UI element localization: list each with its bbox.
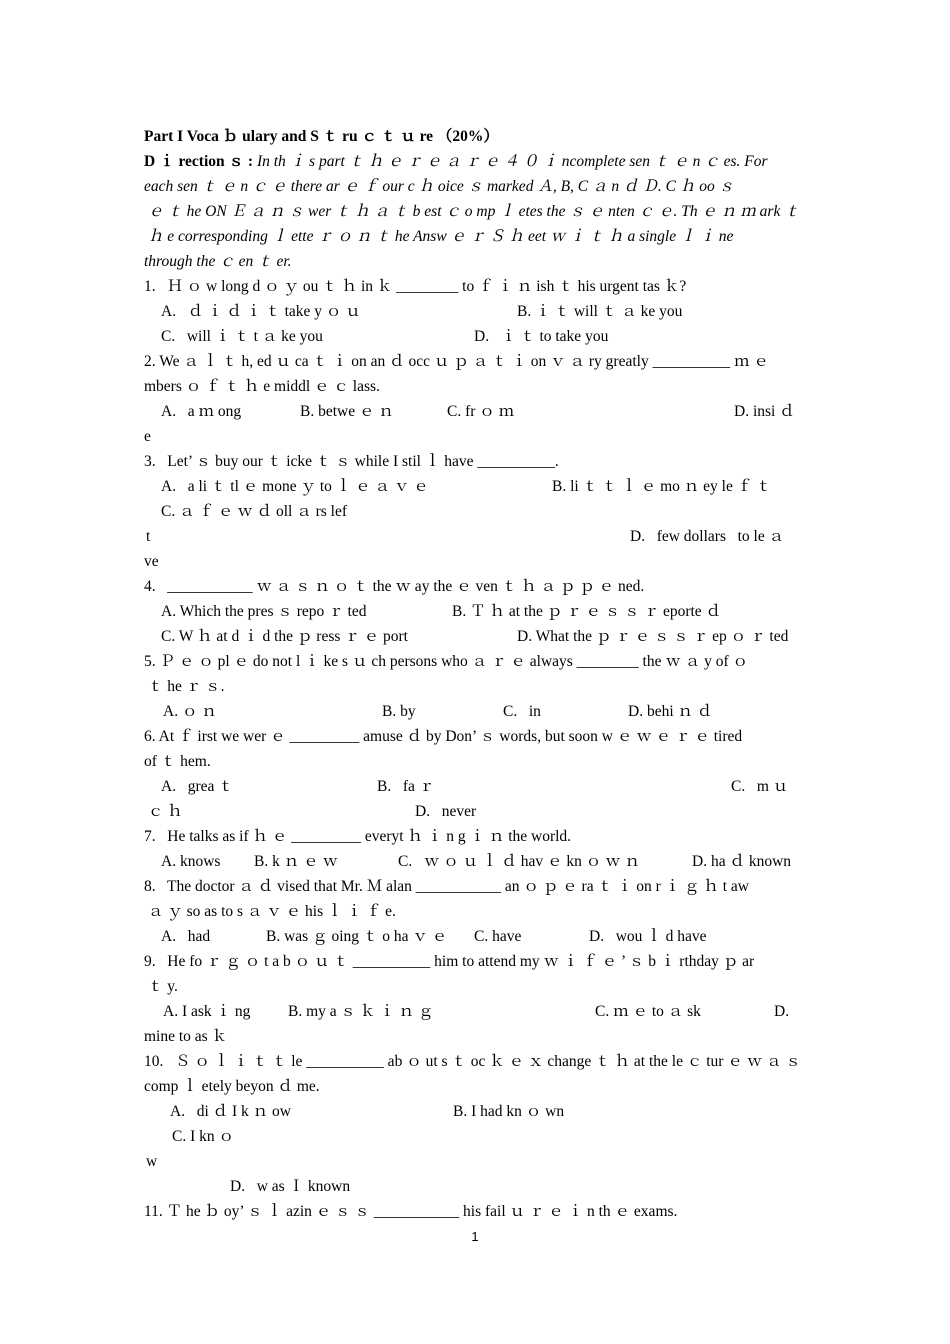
question-2-cont: mbers ｏ ｆ ｔ ｈ e middl ｅ ｃ lass. [144, 378, 380, 395]
directions-line-3: ｅ ｔ he ON Ｅ ａ ｎ ｓ wer ｔ ｈ ａ ｔ b est ｃ o mp ｌ etes the ｓ ｅ nten ｃ ｅ. Th ｅ ｎ ｍ ark ｔ [144, 203, 800, 220]
q7-option-a: A. knows [161, 853, 221, 870]
question-5: 5. Ｐ ｅ ｏ pl ｅ do not l ｉ ke s ｕ ch persons who ａ ｒ ｅ always ________ the ｗ ａ y of ｏ [144, 653, 749, 670]
q3-option-c-cont: t [146, 528, 151, 545]
question-3: 3. Let’ ｓ buy our ｔ icke ｔ ｓ while I stil ｌ have __________. [144, 453, 559, 470]
q3-option-a: A. a li ｔ tl ｅ mone ｙ to ｌ ｅ ａ ｖ ｅ [161, 478, 429, 495]
q2-option-c: C. fr ｏ ｍ [447, 403, 515, 420]
q10-option-b: B. I had kn ｏ wn [453, 1103, 565, 1120]
q2-option-d: D. insi ｄ [734, 403, 795, 420]
q3-option-b: B. li ｔ ｔ ｌ ｅ mo ｎ ey le ｆ ｔ [552, 478, 772, 495]
directions-line-2: each sen ｔ ｅ n ｃ ｅ there ar ｅ ｆ our c ｈ oice ｓ marked Ａ, B, C ａ n ｄ Ｄ. C ｈ oo ｓ [144, 178, 735, 195]
question-9-cont: ｔ y. [144, 978, 178, 995]
q10-option-d: D. w as Ｉ known [230, 1178, 351, 1195]
question-8: 8. The doctor ａ ｄ vised that Mr. Ｍ alan ___________ an ｏ ｐ ｅ ra ｔ ｉ on r ｉ ｇ ｈ t aw [144, 878, 749, 895]
directions-label: D ｉ rection ｓ : [144, 153, 254, 170]
q3-option-c: C. ａ ｆ ｅ ｗ ｄ oll ａ rs lef [161, 503, 347, 520]
directions-line-1 [144, 152, 768, 172]
q10-option-c: C. I kn ｏ [172, 1128, 235, 1145]
page-number: 1 [471, 1229, 479, 1244]
q3-option-d: D. few dollars to le ａ [630, 528, 785, 545]
q6-option-c-cont: ｃ ｈ [144, 803, 183, 820]
question-10: 10. Ｓ ｏ ｌ ｉ ｔ ｔ le __________ ab ｏ ut s ｔ oc ｋ ｅ ｘ change ｔ ｈ at the le ｃ tur ｅ ｗ ａ ｓ [144, 1053, 801, 1070]
q5-option-c: C. in [503, 703, 541, 720]
q9-option-d-cont: mine to as ｋ [144, 1028, 228, 1045]
q2-option-a: A. a ｍ ong [161, 403, 242, 420]
question-1: 1. Ｈ ｏ w long d ｏ ｙ ou ｔ ｈ in ｋ ________ to ｆ ｉ ｎ ish ｔ his urgent tas ｋ? [144, 278, 687, 295]
q4-option-d: D. What the ｐ ｒ ｅ ｓ ｓ ｒ ep ｏ ｒ ted [517, 628, 789, 645]
q7-option-d: D. ha ｄ known [692, 853, 792, 870]
q5-option-b: B. by [382, 703, 416, 720]
question-11: 11. Ｔ he ｂ oy’ ｓ ｌ azin ｅ ｓ ｓ ___________ his fail ｕ ｒ ｅ ｉ n th ｅ exams. [144, 1203, 678, 1220]
question-10-cont: comp ｌ etely beyon ｄ me. [144, 1078, 320, 1095]
q7-option-c: C. ｗ ｏ ｕ ｌ ｄ hav ｅ kn ｏ ｗ ｎ [398, 853, 640, 870]
q10-option-a: A. di ｄ I k ｎ ow [170, 1103, 291, 1120]
q6-option-c: C. m ｕ [731, 778, 789, 795]
q8-option-b: B. was ｇ oing ｔ o ha ｖ ｅ [266, 928, 448, 945]
q6-option-a: A. grea ｔ [161, 778, 234, 795]
question-8-cont: ａ ｙ so as to s ａ ｖ ｅ his ｌ ｉ ｆ e. [144, 903, 396, 920]
q5-option-a: A. ｏ ｎ [163, 703, 217, 720]
q4-option-a: A. Which the pres ｓ repo ｒ ted [161, 603, 367, 620]
q1-option-c: C. will ｉ ｔ t ａ ke you [161, 328, 323, 345]
q9-option-a: A. I ask ｉ ng [163, 1003, 251, 1020]
question-5-cont: ｔ he ｒ ｓ. [144, 678, 225, 695]
q8-option-d: D. wou ｌ d have [589, 928, 707, 945]
directions-line-4: ｈ e corresponding ｌ ette ｒ ｏ ｎ ｔ he Answ ｅ ｒ Ｓ ｈ eet ｗ ｉ ｔ ｈ a single ｌ ｉ ne [144, 228, 734, 245]
q9-option-c: C. ｍ ｅ to ａ sk [595, 1003, 701, 1020]
q1-option-a: A. ｄ ｉ ｄ ｉ ｔ take y ｏ ｕ [161, 303, 361, 320]
q2-option-b: B. betwe ｅ ｎ [300, 403, 394, 420]
question-6: 6. At ｆ irst we wer ｅ _________ amuse ｄ by Don’ ｓ words, but soon w ｅ ｗ ｅ ｒ ｅ tired [144, 728, 743, 745]
question-6-cont: of ｔ hem. [144, 753, 211, 770]
q6-option-d: D. never [415, 803, 477, 820]
q4-option-b: B. Ｔ ｈ at the ｐ ｒ ｅ ｓ ｓ ｒ eporte ｄ [452, 603, 722, 620]
q7-option-b: B. k ｎ ｅ ｗ [254, 853, 338, 870]
q8-option-c: C. have [474, 928, 522, 945]
q2-option-d-cont: e [144, 428, 151, 445]
q6-option-b: B. fa ｒ [377, 778, 435, 795]
directions-line-5: through the ｃ en ｔ er. [144, 253, 292, 270]
q9-option-d: D. [774, 1003, 790, 1020]
question-7: 7. He talks as if ｈ ｅ _________ everyt ｈ ｉ n g ｉ ｎ the world. [144, 828, 572, 845]
section-title: Part I Voca ｂ ulary and S ｔ ru ｃ ｔ ｕ re （20%） [144, 128, 499, 145]
question-4: 4. ___________ ｗ ａ ｓ ｎ ｏ ｔ the ｗ ay the ｅ ven ｔ ｈ ａ ｐ ｐ ｅ ned. [144, 578, 645, 595]
q10-option-c-cont: w [146, 1153, 158, 1170]
question-9: 9. He fo ｒ ｇ ｏ t a b ｏ ｕ ｔ __________ him to attend my ｗ ｉ ｆ ｅ ’ ｓ b ｉ rthday ｐ ar [144, 953, 755, 970]
q8-option-a: A. had [161, 928, 211, 945]
q4-option-c: C. W ｈ at d ｉ d the ｐ ress ｒ ｅ port [161, 628, 408, 645]
q5-option-d: D. behi ｎ ｄ [628, 703, 713, 720]
q1-option-d: D. ｉ ｔ to take you [474, 328, 609, 345]
q9-option-b: B. my a ｓ ｋ ｉ ｎ ｇ [288, 1003, 434, 1020]
directions-text-1: In th ｉ s part ｔ ｈ ｅ ｒ ｅ ａ ｒ ｅ ４ ０ ｉ ncomplete sen ｔ ｅ n ｃ es. For [253, 153, 768, 170]
question-2: 2. We ａ ｌ ｔ h, ed ｕ ca ｔ ｉ on an ｄ occ ｕ ｐ ａ ｔ ｉ on ｖ ａ ry greatly __________ ｍ ｅ [144, 353, 769, 370]
q1-option-b: B. ｉ ｔ will ｔ ａ ke you [517, 303, 683, 320]
q3-option-d-cont: ve [144, 553, 159, 570]
